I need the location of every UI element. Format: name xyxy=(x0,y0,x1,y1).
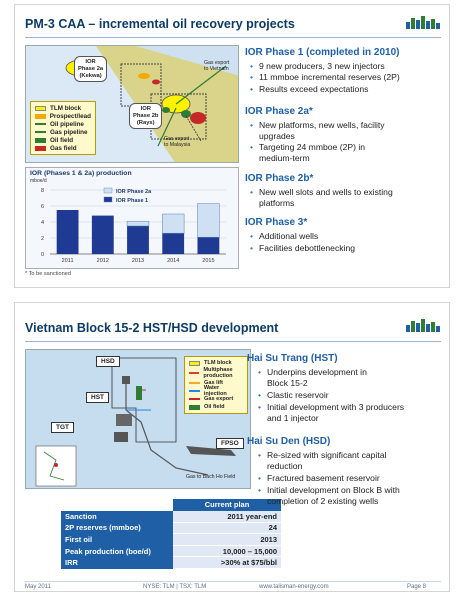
legend-swatch xyxy=(189,372,199,374)
legend-swatch xyxy=(35,131,46,133)
row-label: 2P reserves (mmboe) xyxy=(61,522,173,534)
legend-label: TLM block xyxy=(204,360,232,366)
legend-label: IOR Phase 2a xyxy=(116,189,152,195)
legend-label: Oil field xyxy=(50,136,74,144)
gas-my-line2: to Malaysia xyxy=(164,142,191,148)
gas-to-bach-ho-label: Gas to Bach Ho Field xyxy=(186,474,236,480)
section-ior-phase-2b: IOR Phase 2b* xyxy=(245,173,314,184)
x-tick-label: 2014 xyxy=(167,258,180,264)
section-ior-phase-3: IOR Phase 3* xyxy=(245,217,308,228)
bar-phase-1 xyxy=(57,210,79,254)
section-ior-phase-2a: IOR Phase 2a* xyxy=(245,106,313,117)
bar-phase-2a xyxy=(197,204,219,238)
slide-pm3 xyxy=(14,4,450,288)
slide2-title: Vietnam Block 15-2 HST/HSD development xyxy=(25,321,279,335)
legend-label: Multiphase production xyxy=(203,367,233,379)
legend-swatch xyxy=(189,382,200,384)
bar-phase-2a xyxy=(127,221,149,226)
legend-row xyxy=(35,144,91,152)
title-rule xyxy=(25,341,441,342)
gas-my-line1: Gas export xyxy=(164,136,190,142)
bar-phase-1 xyxy=(197,237,219,254)
bar-phase-2a xyxy=(162,214,184,233)
title-rule xyxy=(25,37,441,38)
y-tick-label: 8 xyxy=(40,188,44,194)
legend-swatch xyxy=(35,106,46,111)
section-hai-su-den: Hai Su Den (HSD) xyxy=(247,436,331,447)
tag-hst: HST xyxy=(86,392,109,403)
legend-label: Gas field xyxy=(50,144,77,152)
legend-label: Oil field xyxy=(204,404,225,410)
legend-swatch xyxy=(104,197,112,202)
legend-swatch xyxy=(35,114,46,119)
tag-fpso: FPSO xyxy=(216,438,244,449)
legend-row xyxy=(189,367,243,379)
legend-swatch xyxy=(189,398,200,400)
legend-label: Gas pipeline xyxy=(50,128,88,136)
legend-swatch xyxy=(35,123,46,125)
footnote: * To be sanctioned xyxy=(25,271,71,277)
footer-url: www.talisman-energy.com xyxy=(259,584,329,590)
map-legend xyxy=(30,101,96,155)
table-header-row xyxy=(61,499,281,511)
row-value: 24 xyxy=(173,522,281,534)
chart-title: IOR (Phases 1 & 2a) production xyxy=(30,170,132,177)
gas-vn-line1: Gas export xyxy=(204,60,230,66)
x-tick-label: 2012 xyxy=(96,258,109,264)
production-chart-panel xyxy=(25,167,239,269)
callout-phase-2a xyxy=(74,56,107,82)
talisman-logo-icon xyxy=(405,317,441,333)
talisman-logo-icon xyxy=(405,14,441,30)
table-row xyxy=(61,511,281,523)
y-tick-label: 2 xyxy=(40,236,44,242)
bullet-item: • Re-sized with significant capital reduction xyxy=(267,450,387,471)
legend-row xyxy=(35,120,91,128)
bullet-item: • 11 mmboe incremental reserves (2P) xyxy=(259,72,447,83)
table-row xyxy=(61,534,281,546)
table-row xyxy=(61,557,281,569)
legend-label: Gas lift xyxy=(204,380,223,386)
footer-page: Page 8 xyxy=(407,584,427,590)
legend-row xyxy=(35,136,91,144)
bullet-item: • 9 new producers, 3 new injectors xyxy=(259,61,447,72)
table-corner xyxy=(61,499,173,511)
legend-swatch xyxy=(189,390,200,392)
map-legend xyxy=(184,356,248,414)
gas-export-vietnam-label xyxy=(204,60,229,72)
bullet-item: • New platforms, new wells, facility upgrades xyxy=(259,120,409,141)
current-plan-table xyxy=(61,499,281,569)
table-header-current-plan: Current plan xyxy=(173,499,281,511)
callout-2b-line3: (Rays) xyxy=(136,119,155,126)
chart-ylabel: mboe/d xyxy=(30,178,47,184)
legend-row xyxy=(189,403,243,411)
legend-swatch xyxy=(189,405,200,410)
bullet-item: • Facilities debottlenecking xyxy=(259,243,419,254)
row-value: 10,000 – 15,000 xyxy=(173,545,281,557)
row-label: IRR xyxy=(61,557,173,569)
bullet-item: • Initial development with 3 producers and 1 injector xyxy=(267,402,417,423)
legend-row xyxy=(35,128,91,136)
row-label: Sanction xyxy=(61,511,173,523)
section-ior-phase-1: IOR Phase 1 (completed in 2010) xyxy=(245,47,400,58)
bar-phase-1 xyxy=(92,216,114,254)
bar-phase-1 xyxy=(162,233,184,254)
legend-swatch xyxy=(104,188,112,193)
bullet-item: • Clastic reservoir xyxy=(267,390,417,401)
legend-row xyxy=(189,387,243,395)
bullet-item: • Results exceed expectations xyxy=(259,84,447,95)
row-value: 2013 xyxy=(173,534,281,546)
section-hai-su-trang: Hai Su Trang (HST) xyxy=(247,353,338,364)
legend-swatch xyxy=(35,138,46,143)
tag-hsd: HSD xyxy=(96,356,120,367)
row-value: >30% at $75/bbl xyxy=(173,557,281,569)
legend-swatch xyxy=(35,146,46,151)
legend-label: Oil pipeline xyxy=(50,120,84,128)
pm3-map xyxy=(25,45,239,163)
table-row xyxy=(61,545,281,557)
row-value: 2011 year-end xyxy=(173,511,281,523)
legend-label: Prospect/lead xyxy=(49,112,91,120)
legend-row xyxy=(189,359,243,367)
legend-label: IOR Phase 1 xyxy=(116,198,149,204)
bullet-item: • Initial development on Block B with completion of 2 existing wells xyxy=(267,485,442,506)
legend-label: Gas export xyxy=(204,396,234,402)
row-label: First oil xyxy=(61,534,173,546)
bullet-item: • Additional wells xyxy=(259,231,419,242)
legend-label: TLM block xyxy=(50,104,82,112)
x-tick-label: 2011 xyxy=(61,258,74,264)
bullet-item: • Underpins development in Block 15-2 xyxy=(267,367,387,388)
bullet-item: • New well slots and wells to existing platforms xyxy=(259,187,399,208)
x-tick-label: 2013 xyxy=(131,258,145,264)
bullet-item: • Fractured basement reservoir xyxy=(267,473,427,484)
callout-phase-2b xyxy=(129,103,162,129)
slide1-title: PM-3 CAA – incremental oil recovery projects xyxy=(25,17,295,31)
legend-label: Water injection xyxy=(203,385,227,397)
y-tick-label: 6 xyxy=(40,204,44,210)
footer-ticker: NYSE: TLM | TSX: TLM xyxy=(143,584,207,590)
legend-row xyxy=(35,104,91,112)
callout-2a-line1: IOR xyxy=(85,59,96,65)
callout-2a-line3: (Kekwa) xyxy=(79,72,102,79)
y-tick-label: 4 xyxy=(40,220,44,226)
legend-row xyxy=(35,112,91,120)
legend-swatch xyxy=(189,361,200,366)
callout-2a-line2: Phase 2a xyxy=(78,65,104,72)
slide-vietnam xyxy=(14,302,450,592)
production-chart xyxy=(26,182,238,268)
tag-tgt: TGT xyxy=(51,422,74,433)
row-label: Peak production (boe/d) xyxy=(61,545,173,557)
y-tick-label: 0 xyxy=(40,252,44,258)
gas-vn-line2: to Vietnam xyxy=(204,66,229,72)
callout-2b-line2: Phase 2b xyxy=(133,112,159,119)
gas-export-malaysia-label xyxy=(164,136,190,148)
footer-rule xyxy=(25,581,441,582)
x-tick-label: 2015 xyxy=(202,258,215,264)
callout-2b-line1: IOR xyxy=(140,106,151,112)
bar-phase-1 xyxy=(127,226,149,254)
footer-date: May 2011 xyxy=(25,584,51,590)
bullet-item: • Targeting 24 mmboe (2P) in medium-term xyxy=(259,142,387,163)
block-15-2-map xyxy=(25,349,251,489)
table-row xyxy=(61,522,281,534)
